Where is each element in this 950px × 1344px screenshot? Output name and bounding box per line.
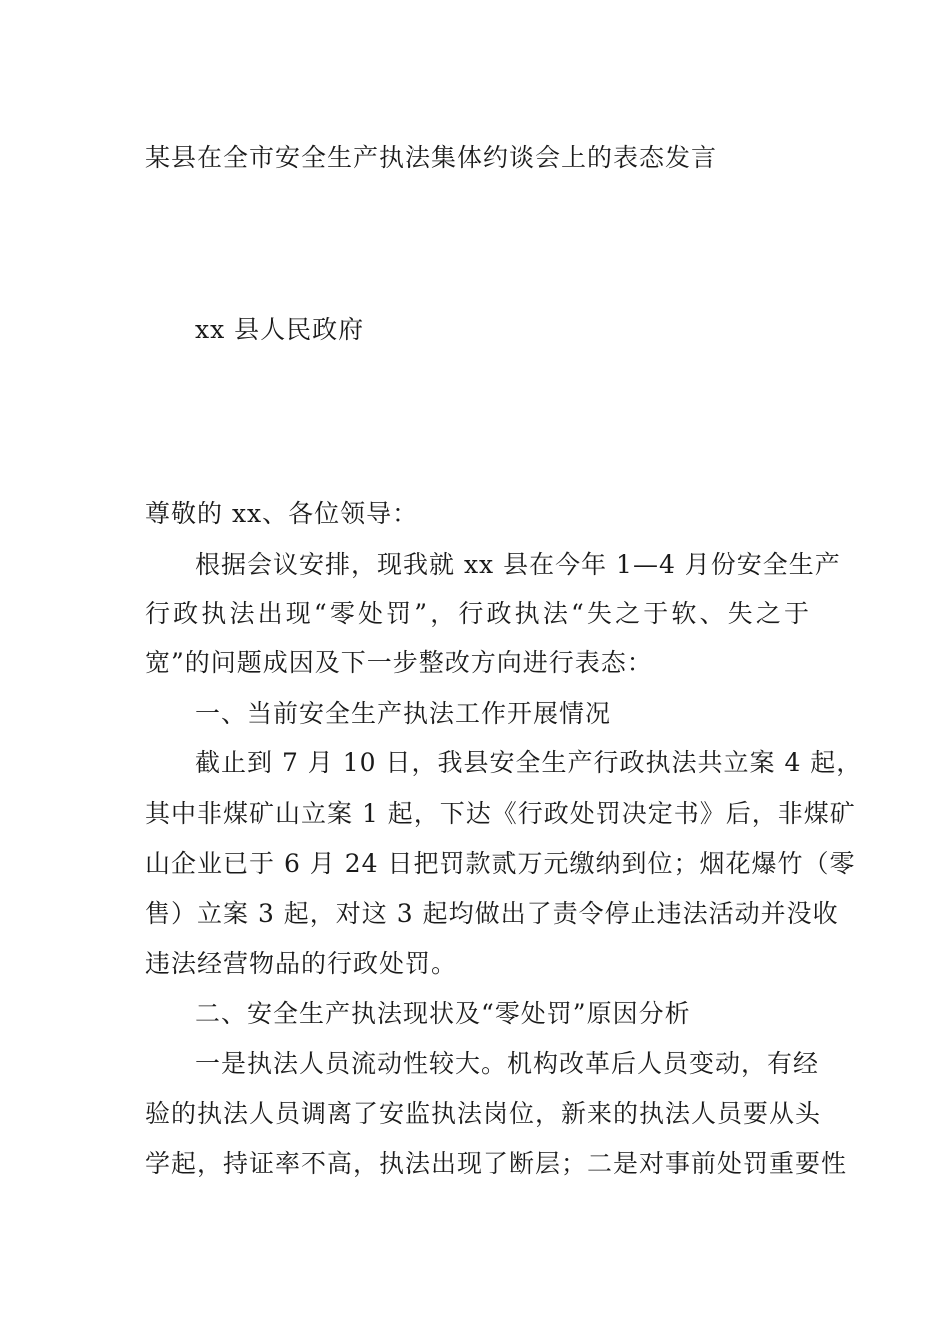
body-line: 宽”的问题成因及下一步整改方向进行表态：	[145, 648, 653, 677]
body-line: 一是执法人员流动性较大。机构改革后人员变动，有经	[195, 1049, 820, 1078]
body-line: 学起，持证率不高，执法出现了断层；二是对事前处罚重要性	[145, 1149, 848, 1178]
body-line: 截止到 7 月 10 日，我县安全生产行政执法共立案 4 起，	[195, 748, 863, 777]
body-line: 山企业已于 6 月 24 日把罚款贰万元缴纳到位；烟花爆竹（零	[145, 849, 856, 878]
body-line: 根据会议安排，现我就 xx 县在今年 1—4 月份安全生产	[195, 550, 841, 579]
body-line: 行政执法出现“零处罚”，行政执法“失之于软、失之于	[145, 599, 810, 628]
document-title: 某县在全市安全生产执法集体约谈会上的表态发言	[145, 143, 718, 172]
body-line: 验的执法人员调离了安监执法岗位，新来的执法人员要从头	[145, 1099, 822, 1128]
body-line: 违法经营物品的行政处罚。	[145, 949, 458, 978]
body-line: 其中非煤矿山立案 1 起，下达《行政处罚决定书》后，非煤矿	[145, 799, 856, 828]
salutation: 尊敬的 xx、各位领导：	[145, 499, 419, 528]
section-heading-1: 一、当前安全生产执法工作开展情况	[195, 699, 612, 728]
body-line: 售）立案 3 起，对这 3 起均做出了责令停止违法活动并没收	[145, 899, 839, 928]
section-heading-2: 二、安全生产执法现状及“零处罚”原因分析	[195, 999, 691, 1028]
issuer-line: xx 县人民政府	[195, 315, 365, 344]
